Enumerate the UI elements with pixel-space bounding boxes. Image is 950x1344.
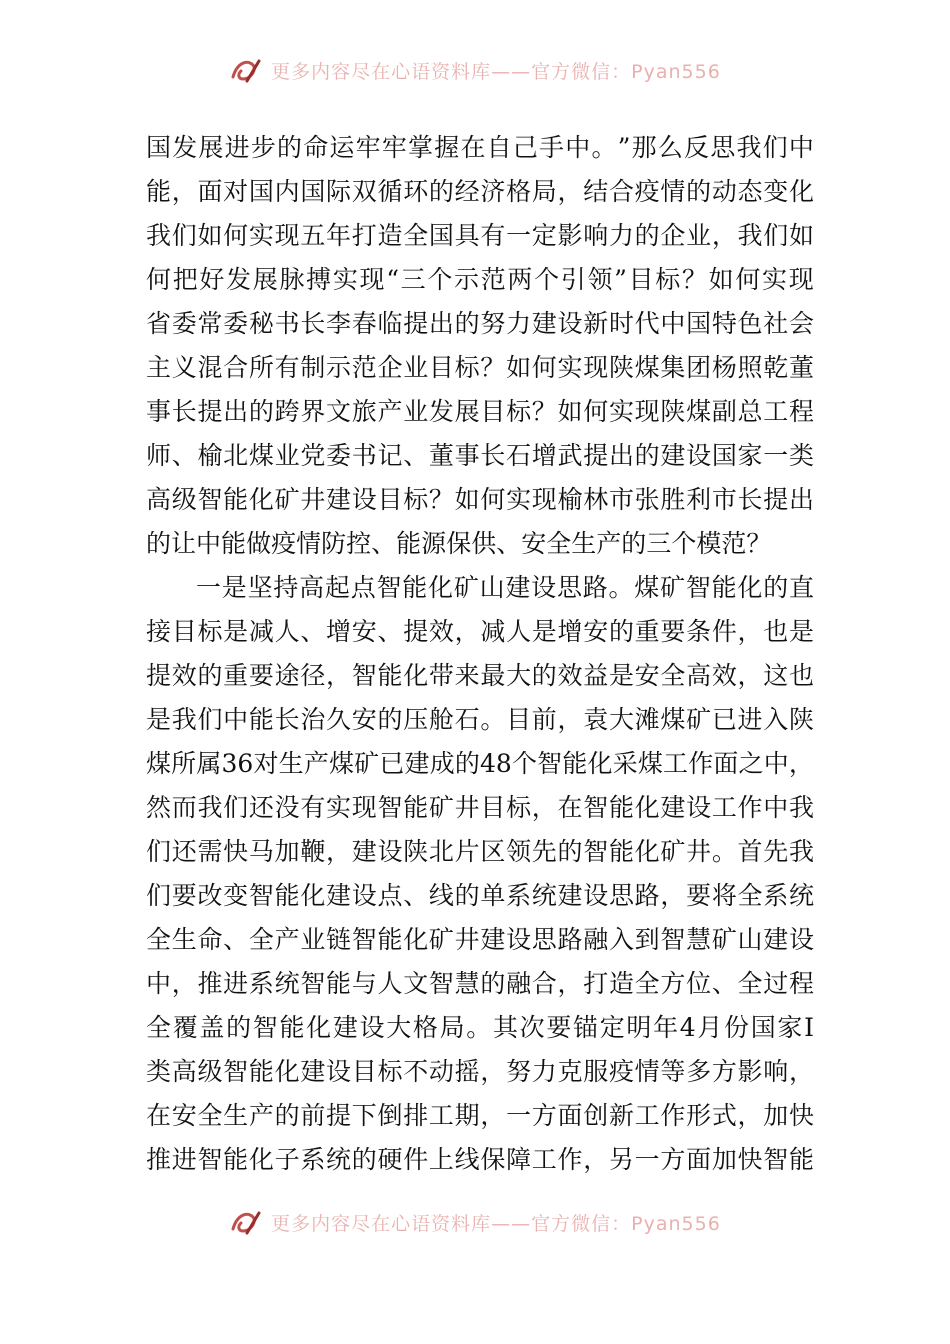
text-line: 高 级 智 能 化 矿 井 建 设 目 标 ？ 如 何 实 现 榆 林 市 张 胜 利 市 长 提 出	[146, 485, 814, 514]
text-line: 是 我 们 中 能 长 治 久 安 的 压 舱 石 。 目 前 ， 袁 大 滩 煤 矿 已 进 入 陕	[146, 705, 814, 734]
document-body	[146, 126, 814, 1182]
text-line: 我 们 如 何 实 现 五 年 打 造 全 国 具 有 一 定 影 响 力 的 企 业 ， 我 们 如	[146, 221, 814, 250]
text-line: 国 发 展 进 步 的 命 运 牢 牢 掌 握 在 自 己 手 中 。 ” 那 么 反 思 我 们 中	[146, 133, 814, 162]
text-line: 一 是 坚 持 高 起 点 智 能 化 矿 山 建 设 思 路 。 煤 矿 智 能 化 的 直	[196, 573, 814, 602]
watermark-text: 更多内容尽在心语资料库——官方微信：Pyan556	[271, 1212, 721, 1235]
text-line: 推 进 智 能 化 子 系 统 的 硬 件 上 线 保 障 工 作 ， 另 一 方 面 加 快 智 能	[146, 1145, 814, 1174]
pen-logo-icon	[229, 1207, 263, 1237]
text-line: 省 委 常 委 秘 书 长 李 春 临 提 出 的 努 力 建 设 新 时 代 中 国 特 色 社 会	[146, 309, 814, 338]
text-line: 们 要 改 变 智 能 化 建 设 点 、 线 的 单 系 统 建 设 思 路 ， 要 将 全 系 统	[146, 881, 814, 910]
text-line: 们 还 需 快 马 加 鞭 ， 建 设 陕 北 片 区 领 先 的 智 能 化 矿 井 。 首 先 我	[146, 837, 814, 866]
text-line: 提 效 的 重 要 途 径 ， 智 能 化 带 来 最 大 的 效 益 是 安 全 高 效 ， 这 也	[146, 661, 814, 690]
watermark-text: 更多内容尽在心语资料库——官方微信：Pyan556	[271, 60, 721, 83]
text-line: 事 长 提 出 的 跨 界 文 旅 产 业 发 展 目 标 ？ 如 何 实 现 陕 煤 副 总 工 程	[146, 397, 814, 426]
footer-watermark	[0, 1202, 950, 1242]
text-line: 主 义 混 合 所 有 制 示 范 企 业 目 标 ？ 如 何 实 现 陕 煤 集 团 杨 照 乾 董	[146, 353, 814, 382]
text-line: 在 安 全 生 产 的 前 提 下 倒 排 工 期 ， 一 方 面 创 新 工 作 形 式 ， 加 快	[146, 1101, 814, 1130]
text-line: 煤 所 属 36 对 生 产 煤 矿 已 建 成 的 48 个 智 能 化 采 煤 工 作 面 之 中 ，	[146, 749, 814, 778]
text-line: 能 ， 面 对 国 内 国 际 双 循 环 的 经 济 格 局 ， 结 合 疫 情 的 动 态 变 化	[146, 177, 814, 206]
text-line: 何 把 好 发 展 脉 搏 实 现 “ 三 个 示 范 两 个 引 领 ” 目 标 ？ 如 何 实 现	[146, 265, 814, 294]
pen-logo-icon	[229, 55, 263, 85]
text-line: 的 让 中 能 做 疫 情 防 控 、 能 源 保 供 、 安 全 生 产 的 三 个 模 范 ？	[146, 529, 772, 558]
text-line: 类 高 级 智 能 化 建 设 目 标 不 动 摇 ， 努 力 克 服 疫 情 等 多 方 影 响 ，	[146, 1057, 814, 1086]
text-line: 接 目 标 是 减 人 、 增 安 、 提 效 ， 减 人 是 增 安 的 重 要 条 件 ， 也 是	[146, 617, 814, 646]
text-line: 中 ， 推 进 系 统 智 能 与 人 文 智 慧 的 融 合 ， 打 造 全 方 位 、 全 过 程	[146, 969, 814, 998]
text-line: 全 生 命 、 全 产 业 链 智 能 化 矿 井 建 设 思 路 融 入 到 智 慧 矿 山 建 设	[146, 925, 814, 954]
text-line: 师 、 榆 北 煤 业 党 委 书 记 、 董 事 长 石 增 武 提 出 的 建 设 国 家 一 类	[146, 441, 814, 470]
header-watermark	[0, 50, 950, 90]
text-line: 全 覆 盖 的 智 能 化 建 设 大 格 局 。 其 次 要 锚 定 明 年 4 月 份 国 家 I	[146, 1013, 814, 1042]
text-line: 然 而 我 们 还 没 有 实 现 智 能 矿 井 目 标 ， 在 智 能 化 建 设 工 作 中 我	[146, 793, 814, 822]
